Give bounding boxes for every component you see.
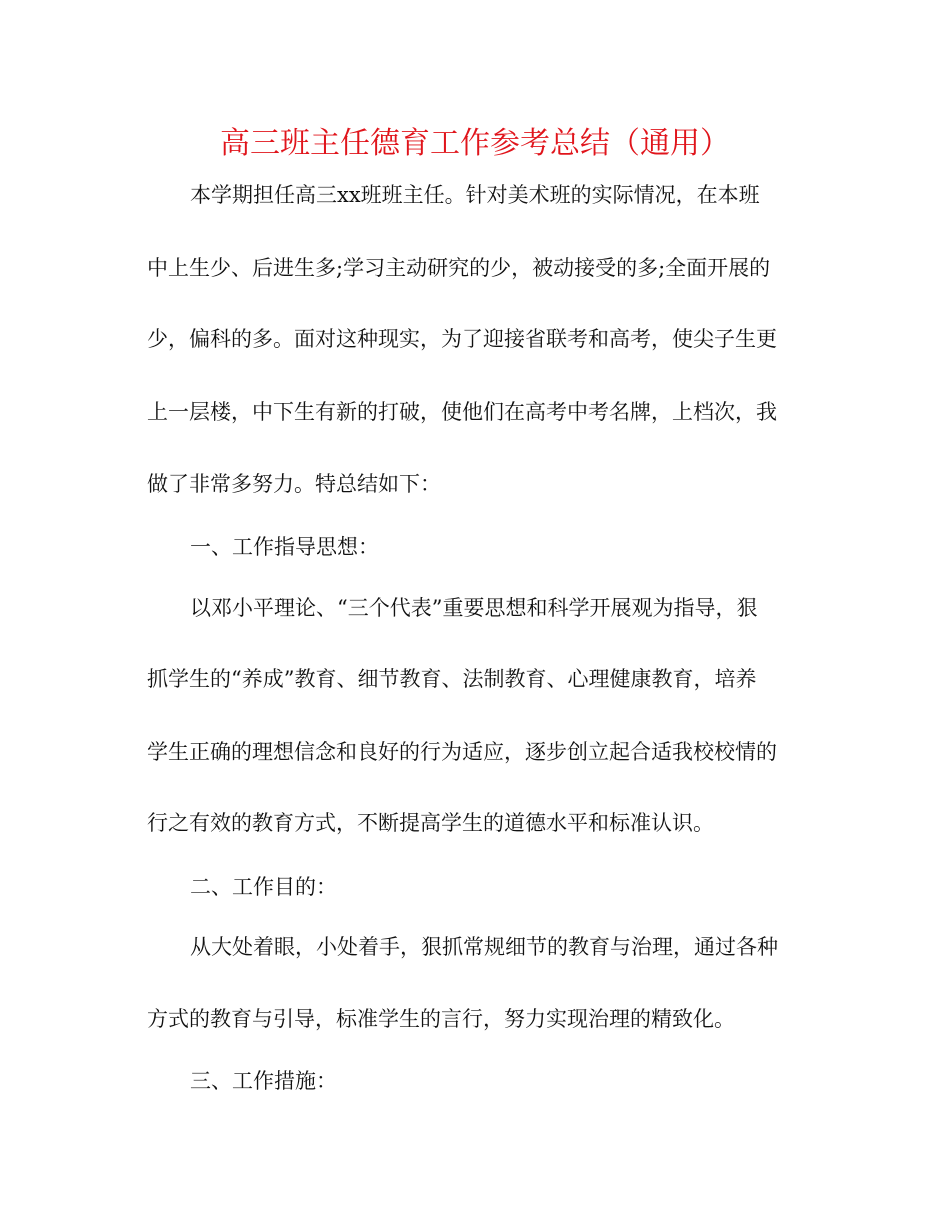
paragraph-line: 做了非常多努力。特总结如下： bbox=[147, 472, 441, 496]
paragraph-line: 上一层楼，中下生有新的打破，使他们在高考中考名牌，上档次，我 bbox=[147, 400, 777, 424]
paragraph-line: 行之有效的教育方式，不断提高学生的道德水平和标准认识。 bbox=[147, 811, 714, 835]
paragraph-line: 抓学生的“养成”教育、细节教育、法制教育、心理健康教育，培养 bbox=[147, 667, 757, 691]
paragraph-line: 方式的教育与引导，标准学生的言行，努力实现治理的精致化。 bbox=[147, 1007, 735, 1031]
section-heading: 三、工作措施： bbox=[190, 1069, 337, 1093]
paragraph-line: 少，偏科的多。面对这种现实，为了迎接省联考和高考，使尖子生更 bbox=[147, 327, 777, 351]
paragraph-line: 中上生少、后进生多;学习主动研究的少，被动接受的多;全面开展的 bbox=[147, 256, 771, 280]
paragraph-line: 本学期担任高三xx班班主任。针对美术班的实际情况，在本班 bbox=[190, 183, 760, 207]
paragraph-line: 学生正确的理想信念和良好的行为适应，逐步创立起合适我校校情的 bbox=[147, 740, 777, 764]
document-title: 高三班主任德育工作参考总结（通用） bbox=[220, 126, 730, 161]
paragraph-line: 以邓小平理论、“三个代表”重要思想和科学开展观为指导，狠 bbox=[190, 596, 758, 620]
section-heading: 二、工作目的： bbox=[190, 875, 337, 899]
section-heading: 一、工作指导思想： bbox=[190, 535, 379, 559]
paragraph-line: 从大处着眼，小处着手，狠抓常规细节的教育与治理，通过各种 bbox=[190, 935, 778, 959]
